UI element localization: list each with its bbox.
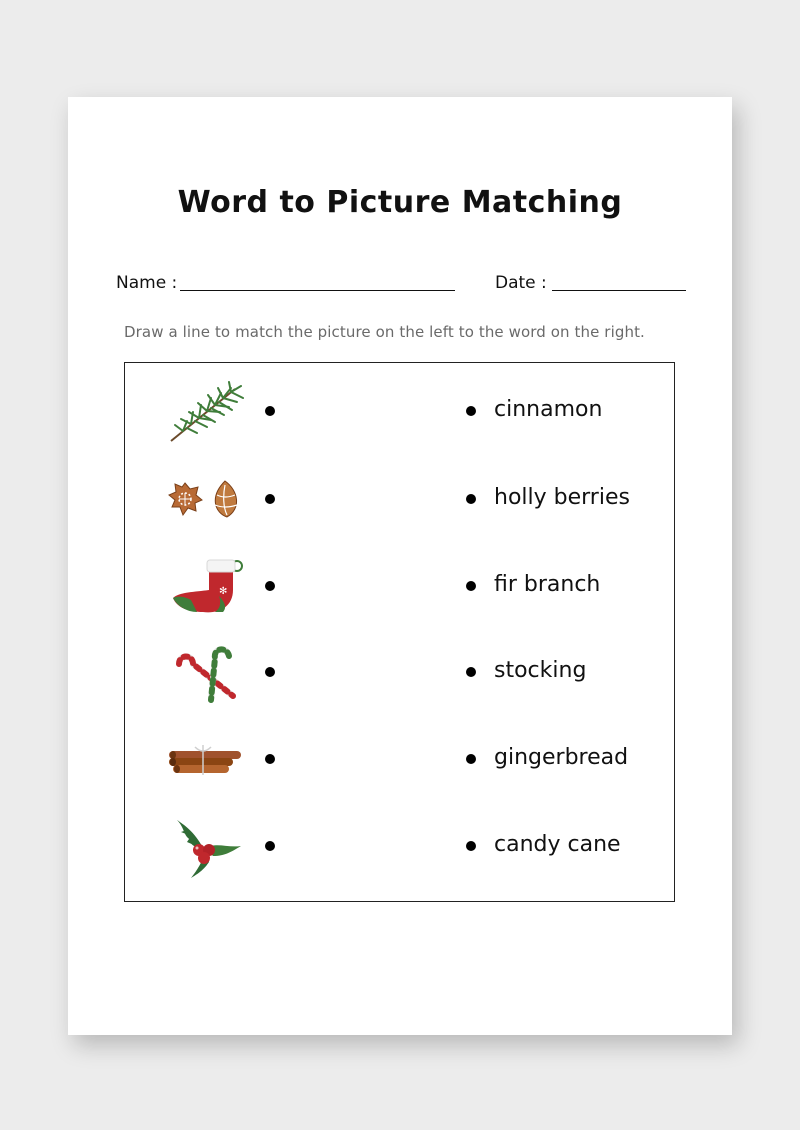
matching-row xyxy=(125,459,674,539)
date-label: Date : xyxy=(495,273,547,293)
date-field-line[interactable] xyxy=(552,290,686,291)
matching-row xyxy=(125,806,674,886)
instructions: Draw a line to match the picture on the left to the word on the right. xyxy=(124,323,645,341)
cinnamon-icon xyxy=(165,725,245,793)
matching-row xyxy=(125,632,674,712)
picture-dot[interactable] xyxy=(265,841,275,851)
name-label: Name : xyxy=(116,273,178,293)
word-label: stocking xyxy=(494,658,587,683)
picture-dot[interactable] xyxy=(265,754,275,764)
picture-dot[interactable] xyxy=(265,406,275,416)
word-dot[interactable] xyxy=(466,494,476,504)
matching-row xyxy=(125,719,674,799)
worksheet-title: Word to Picture Matching xyxy=(177,185,623,220)
picture-dot[interactable] xyxy=(265,494,275,504)
fir-branch-icon xyxy=(165,377,245,445)
word-dot[interactable] xyxy=(466,406,476,416)
word-dot[interactable] xyxy=(466,581,476,591)
svg-text:✻: ✻ xyxy=(219,586,228,597)
stocking-icon xyxy=(165,552,245,620)
worksheet-page xyxy=(68,97,732,1035)
word-label: candy cane xyxy=(494,832,621,857)
picture-dot[interactable] xyxy=(265,667,275,677)
word-label: fir branch xyxy=(494,572,601,597)
word-dot[interactable] xyxy=(466,667,476,677)
matching-box xyxy=(124,362,675,902)
word-label: holly berries xyxy=(494,485,630,510)
name-field-line[interactable] xyxy=(180,290,455,291)
gingerbread-icon xyxy=(165,465,245,533)
word-dot[interactable] xyxy=(466,841,476,851)
holly-berries-icon xyxy=(165,812,245,880)
word-dot[interactable] xyxy=(466,754,476,764)
picture-dot[interactable] xyxy=(265,581,275,591)
matching-row xyxy=(125,371,674,451)
matching-row xyxy=(125,546,674,626)
word-label: gingerbread xyxy=(494,745,629,770)
word-label: cinnamon xyxy=(494,397,603,422)
candy-cane-icon xyxy=(165,638,245,706)
